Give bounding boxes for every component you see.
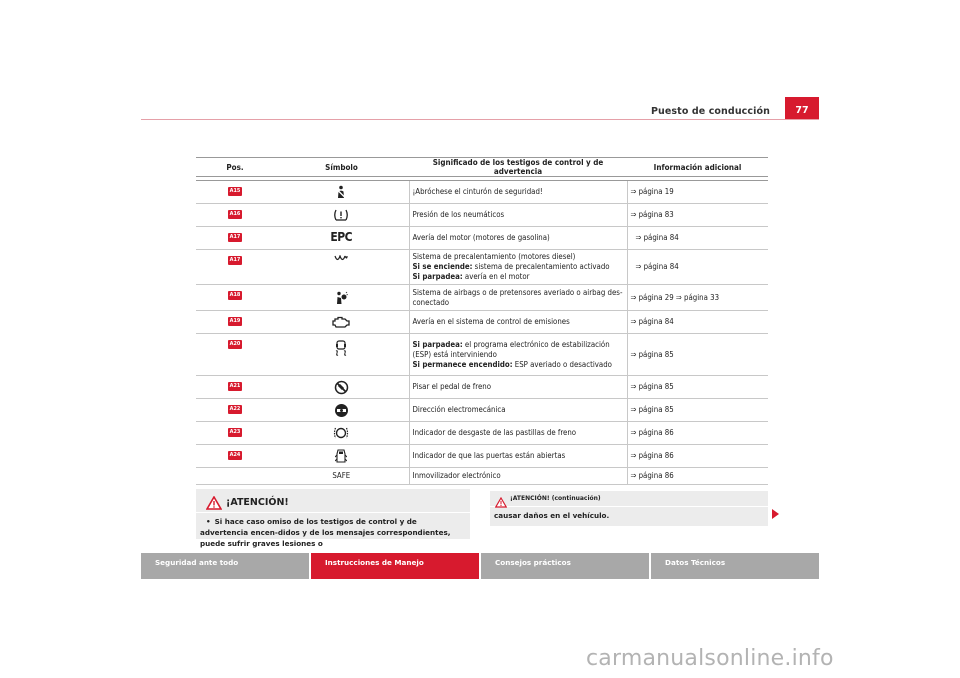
row-desc: Inmovilizador electrónico bbox=[409, 468, 627, 485]
row-desc: Pisar el pedal de freno bbox=[409, 376, 627, 399]
row-desc-on: ESP averiado o desactivado bbox=[512, 359, 612, 369]
page-number: 77 bbox=[785, 97, 819, 119]
row-info: ⇒ página 19 bbox=[627, 181, 768, 204]
table-row bbox=[196, 250, 768, 285]
pos-badge: A22 bbox=[229, 406, 241, 412]
row-desc-on: sistema de precalentamiento activado bbox=[472, 262, 610, 271]
row-label-on: Si permanece encendido: bbox=[412, 359, 513, 369]
footer-tab-operating-instructions[interactable]: Instrucciones de Manejo bbox=[311, 553, 479, 579]
table-row bbox=[196, 422, 768, 445]
steering-icon bbox=[277, 403, 406, 418]
warning-box bbox=[196, 489, 470, 548]
pos-badge: A17 bbox=[229, 257, 241, 263]
row-desc: Sistema de precalentamiento (motores diesel) bbox=[412, 252, 576, 261]
row-desc: Sistema de airbags o de pretensores averiado o airbag des-conectado bbox=[409, 285, 627, 311]
pos-badge: A15 bbox=[229, 188, 241, 194]
row-info: ⇒ página 86 bbox=[627, 422, 768, 445]
engine-check-icon bbox=[277, 316, 406, 328]
tire-pressure-icon bbox=[277, 209, 406, 221]
bullet: • bbox=[206, 517, 211, 526]
header-divider bbox=[141, 119, 819, 120]
row-desc: Avería del motor (motores de gasolina) bbox=[409, 227, 627, 250]
pos-badge: A18 bbox=[229, 292, 241, 298]
door-open-icon bbox=[277, 449, 406, 464]
row-info: ⇒ página 86 bbox=[627, 468, 768, 485]
table-row bbox=[196, 285, 768, 311]
watermark: carmanualsonline.info bbox=[586, 646, 834, 671]
pos-badge: A20 bbox=[229, 341, 241, 347]
safe-symbol: SAFE bbox=[274, 468, 409, 485]
row-desc: Indicador de desgaste de las pastillas de freno bbox=[409, 422, 627, 445]
pos-badge: A16 bbox=[229, 211, 241, 217]
airbag-icon bbox=[277, 291, 406, 305]
footer-tab-technical-data[interactable]: Datos Técnicos bbox=[651, 553, 819, 579]
row-info: ⇒ página 86 bbox=[627, 445, 768, 468]
epc-icon: EPC bbox=[330, 230, 353, 244]
row-info: ⇒ página 85 bbox=[627, 334, 768, 376]
row-label-blink: Si parpadea: bbox=[412, 339, 463, 349]
table-row bbox=[196, 445, 768, 468]
warning-continued-title: ¡ATENCIÓN! (continuación) bbox=[510, 495, 601, 502]
row-desc: Dirección electromecánica bbox=[409, 399, 627, 422]
glow-plug-icon bbox=[277, 255, 406, 263]
row-info: ⇒ página 83 bbox=[627, 204, 768, 227]
table-row bbox=[196, 311, 768, 334]
row-label-blink: Si parpadea: bbox=[412, 272, 463, 281]
table-row bbox=[196, 181, 768, 204]
row-desc: Presión de los neumáticos bbox=[409, 204, 627, 227]
warning-text: Si hace caso omiso de los testigos de control y de advertencia encen-didos y de los mensajes correspondientes, puede sufrir graves lesiones o bbox=[200, 517, 451, 548]
footer-tab-safety[interactable]: Seguridad ante todo bbox=[141, 553, 309, 579]
pos-badge: A23 bbox=[229, 429, 241, 435]
table-row bbox=[196, 399, 768, 422]
esp-icon bbox=[277, 340, 406, 356]
pos-empty bbox=[196, 468, 274, 485]
warning-title: ¡ATENCIÓN! bbox=[226, 497, 289, 508]
row-info: ⇒ página 29 ⇒ página 33 bbox=[627, 285, 768, 311]
table-row bbox=[196, 204, 768, 227]
warning-continued-text: causar daños en el vehículo. bbox=[494, 511, 610, 520]
row-info: ⇒ página 84 bbox=[627, 311, 768, 334]
row-desc: ¡Abróchese el cinturón de seguridad! bbox=[409, 181, 627, 204]
warning-triangle-icon bbox=[495, 493, 507, 512]
table-row bbox=[196, 468, 768, 485]
row-info: ⇒ página 84 bbox=[627, 250, 768, 285]
table-row bbox=[196, 376, 768, 399]
pos-badge: A24 bbox=[229, 452, 241, 458]
col-header-meaning: Significado de los testigos de control y de advertencia bbox=[409, 158, 627, 177]
warning-continued-box bbox=[490, 491, 768, 526]
col-header-pos: Pos. bbox=[196, 158, 274, 177]
table-row bbox=[196, 227, 768, 250]
warning-lights-table bbox=[196, 157, 768, 485]
seatbelt-icon bbox=[277, 185, 406, 199]
col-header-symbol: Símbolo bbox=[274, 158, 409, 177]
row-info: ⇒ página 85 bbox=[627, 399, 768, 422]
row-info: ⇒ página 84 bbox=[627, 227, 768, 250]
section-title: Puesto de conducción bbox=[650, 106, 770, 117]
brake-pad-icon bbox=[277, 426, 406, 440]
pos-badge: A17 bbox=[229, 234, 241, 240]
row-desc: Indicador de que las puertas están abiertas bbox=[409, 445, 627, 468]
table-row bbox=[196, 334, 768, 376]
next-page-arrow-icon[interactable] bbox=[772, 509, 779, 519]
pos-badge: A19 bbox=[229, 318, 241, 324]
table-header-row bbox=[196, 158, 768, 177]
brake-pedal-icon bbox=[277, 380, 406, 395]
footer-tab-practical-tips[interactable]: Consejos prácticos bbox=[481, 553, 649, 579]
pos-badge: A21 bbox=[229, 383, 241, 389]
warning-triangle-icon bbox=[206, 495, 222, 514]
row-desc: Avería en el sistema de control de emisiones bbox=[409, 311, 627, 334]
col-header-info: Información adicional bbox=[627, 158, 768, 177]
row-info: ⇒ página 85 bbox=[627, 376, 768, 399]
row-desc-blink: avería en el motor bbox=[462, 272, 530, 281]
row-desc-blink: el programa electrónico de estabilización (ESP) está interviniendo bbox=[412, 339, 610, 359]
row-label-on: Si se enciende: bbox=[412, 262, 473, 271]
